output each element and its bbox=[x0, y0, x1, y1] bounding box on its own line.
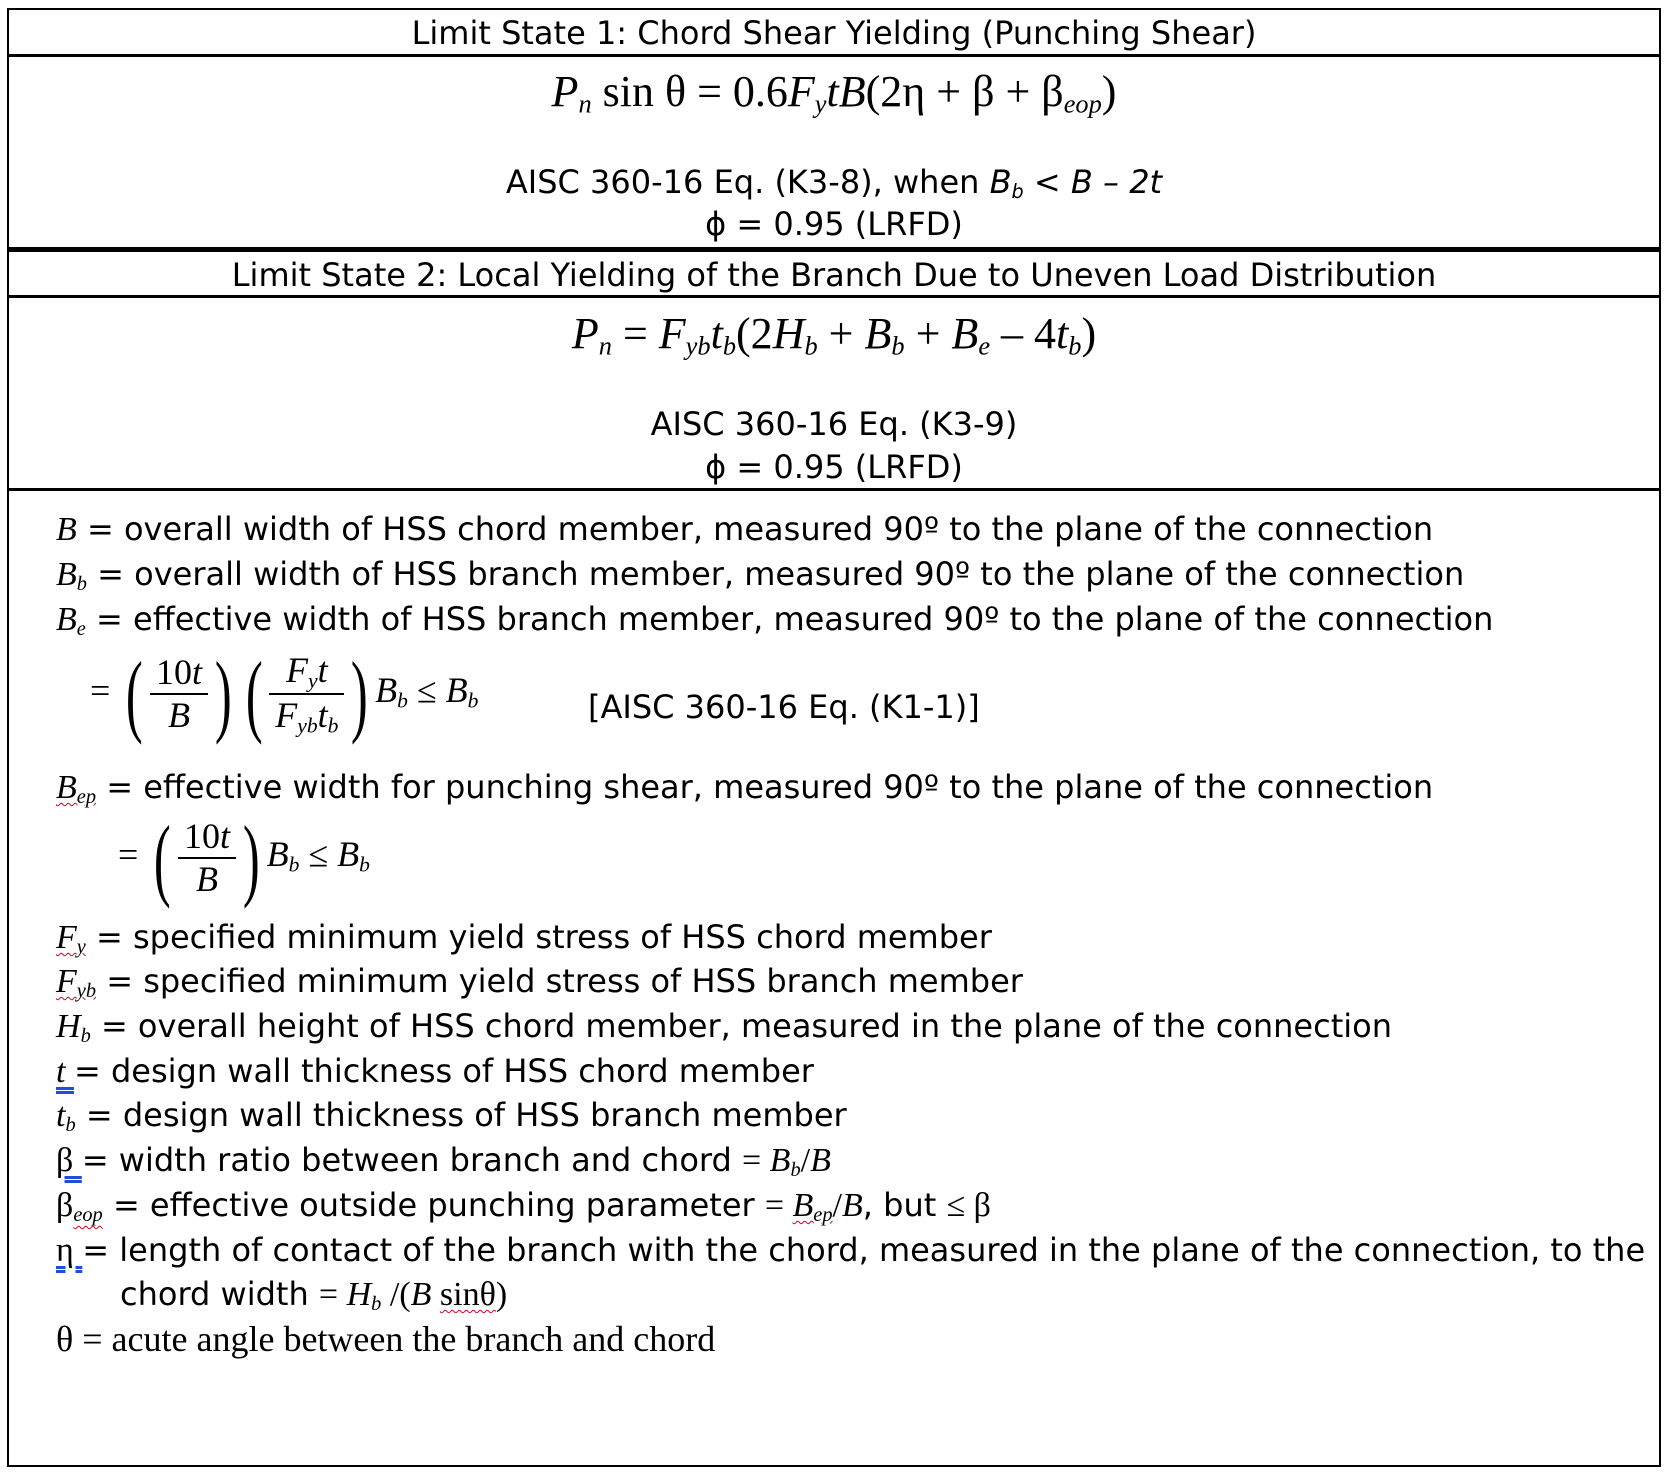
limit-state-1-title: Limit State 1: Chord Shear Yielding (Punching Shear) bbox=[411, 14, 1257, 52]
def-theta: θ = acute angle between the branch and chord bbox=[56, 1319, 716, 1359]
def-beta: β = width ratio between branch and chord = $B_b/B$ bbox=[56, 1141, 831, 1182]
limit-state-2-reference: AISC 360-16 Eq. (K3-9) bbox=[650, 405, 1018, 443]
limit-state-1-equation: $P_n$ $\sin \theta = 0.6F_ytB(2\eta + \beta + \beta_{eop})$ bbox=[551, 67, 1117, 119]
limit-state-2-title: Limit State 2: Local Yielding of the Branch Due to Uneven Load Distribution bbox=[231, 256, 1437, 294]
def-Bb: $B_b$ = overall width of HSS branch member, measured 90º to the plane of the connection bbox=[56, 555, 1465, 596]
def-Be: $B_e$ = effective width of HSS branch member, measured 90º to the plane of the connection bbox=[56, 600, 1494, 641]
def-tb: $t_b$ = design wall thickness of HSS branch member bbox=[56, 1096, 847, 1137]
limit-state-1-phi: ϕ = 0.95 (LRFD) bbox=[705, 205, 963, 243]
def-t: t = design wall thickness of HSS chord member bbox=[56, 1052, 814, 1090]
def-Fyb: $F_{yb}$ = specified minimum yield stress of HSS branch member bbox=[56, 962, 1023, 1003]
be-formula: = ( $\frac{10t}{B}$ ) ( $\frac{F_yt}{F_{yb}t_b}$ ) $B_b \le B_b$ bbox=[90, 643, 479, 745]
limit-state-1-reference: AISC 360-16 Eq. (K3-8), when $B_b < B - 2t$ bbox=[505, 163, 1163, 203]
def-beta-eop: $\beta_{eop}$ = effective outside punching parameter = $B_{ep}/B$, but ≤ β bbox=[56, 1186, 991, 1227]
def-Hb: $H_b$ = overall height of HSS chord member, measured in the plane of the connection bbox=[56, 1007, 1392, 1048]
divider bbox=[7, 54, 1661, 57]
def-B: B = overall width of HSS chord member, measured 90º to the plane of the connection bbox=[56, 510, 1434, 548]
be-reference: [AISC 360-16 Eq. (K1-1)] bbox=[588, 688, 980, 726]
divider bbox=[7, 488, 1661, 491]
def-Bep: $B_{ep}$ = effective width for punching shear, measured 90º to the plane of the connection bbox=[56, 768, 1434, 809]
bep-formula: = ( $\frac{10t}{B}$ ) $B_b \le B_b$ bbox=[118, 807, 370, 909]
def-Fy: $F_y$ = specified minimum yield stress of HSS chord member bbox=[56, 918, 992, 959]
reference-condition: $B_b < B - 2t$ bbox=[989, 163, 1163, 203]
limit-state-2-equation: $P_n = F_{yb}t_b(2H_b + B_b + B_e - 4t_b)$ bbox=[571, 309, 1097, 361]
def-eta: η = length of contact of the branch with the chord, measured in the plane of the connection, to the bbox=[56, 1231, 1646, 1269]
divider bbox=[7, 295, 1661, 298]
divider bbox=[7, 247, 1661, 252]
def-eta-cont: chord width = $H_b$ /(B sinθ) bbox=[120, 1275, 508, 1316]
limit-state-2-phi: ϕ = 0.95 (LRFD) bbox=[705, 448, 963, 486]
